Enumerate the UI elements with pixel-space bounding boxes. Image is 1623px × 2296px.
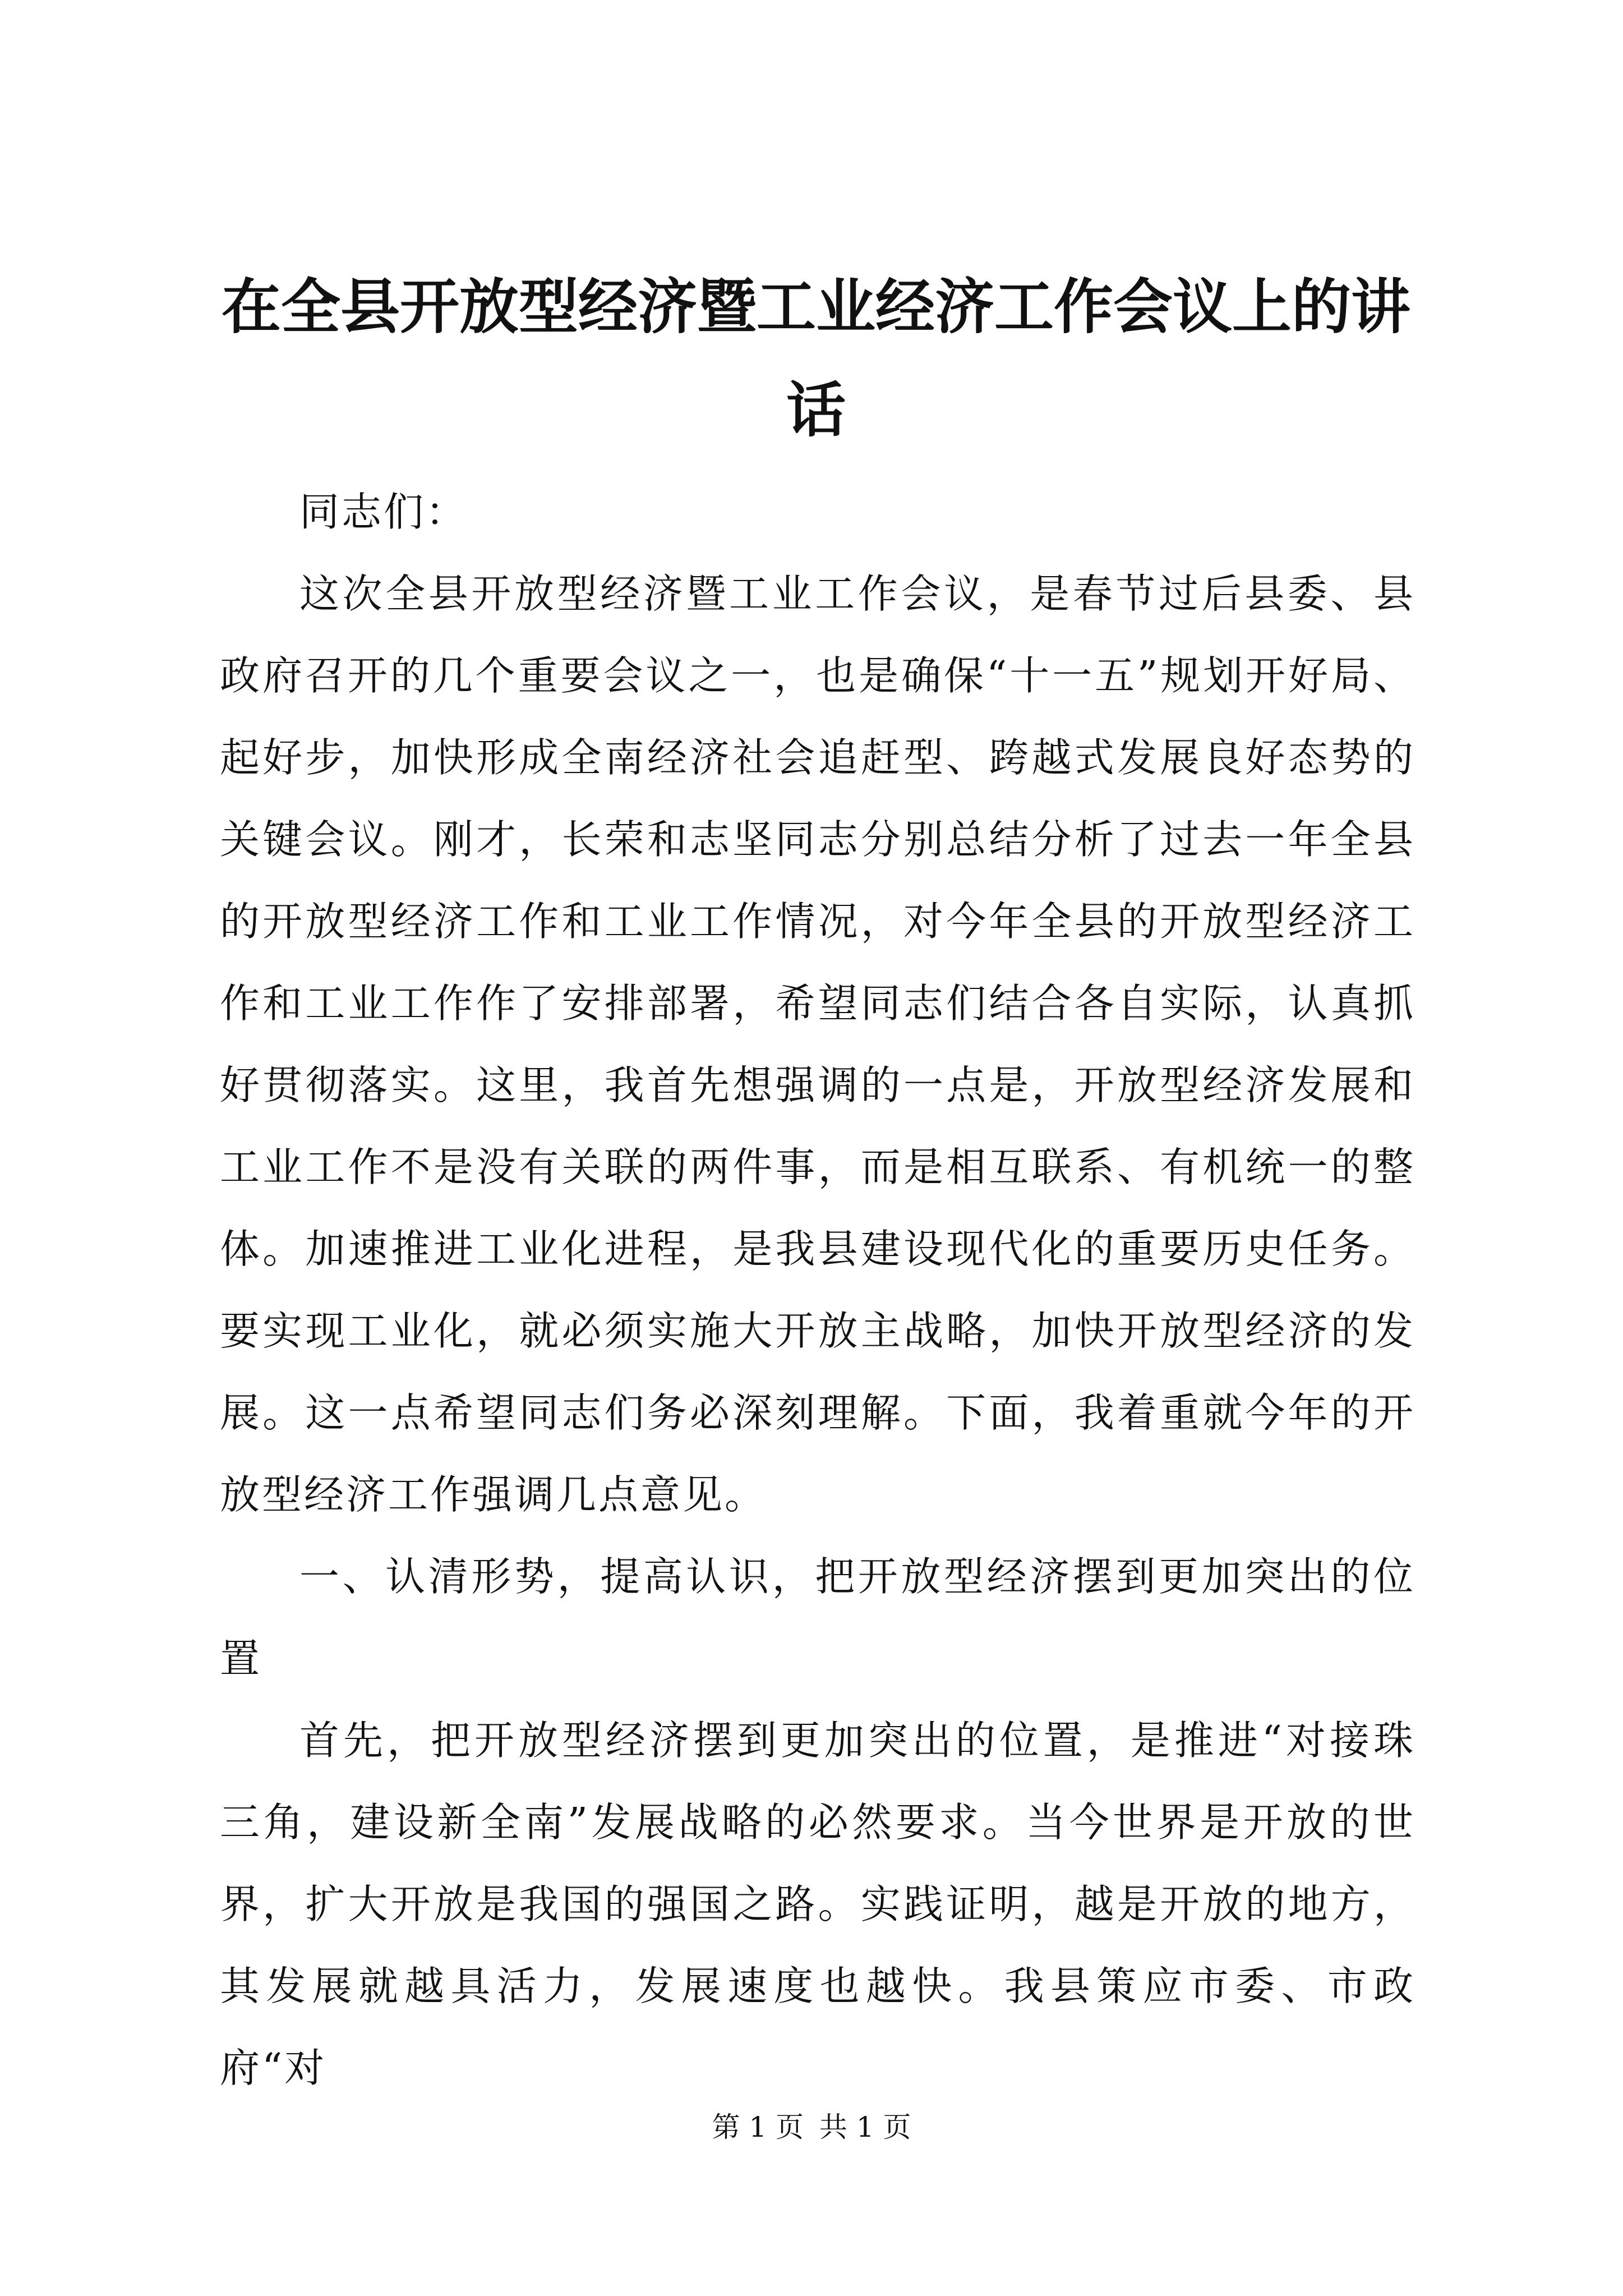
page-footer [0,2109,1623,2145]
page-total: 共 1 页 [819,2111,911,2143]
section-body-paragraph: 首先，把开放型经济摆到更加突出的位置，是推进“对接珠三角，建设新全南”发展战略的必然要求。当今世界是开放的世界，扩大开放是我国的强国之路。实践证明，越是开放的地方，其发展就越具活力，发展速度也越快。我县策应市委、市政府“对 [220,1717,1415,2091]
document-body [220,471,1415,2109]
intro-paragraph: 这次全县开放型经济暨工业工作会议，是春节过后县委、县政府召开的几个重要会议之一，也是确保“十一五”规划开好局、起好步，加快形成全南经济社会追赶型、跨越式发展良好态势的关键会议。刚才，长荣和志坚同志分别总结分析了过去一年全县的开放型经济工作和工业工作情况，对今年全县的开放型经济工作和工业工作作了安排部署，希望同志们结合各自实际，认真抓好贯彻落实。这里，我首先想强调的一点是，开放型经济发展和工业工作不是没有关联的两件事，而是相互联系、有机统一的整体。加速推进工业化进程，是我县建设现代化的重要历史任务。要实现工业化，就必须实施大开放主战略，加快开放型经济的发展。这一点希望同志们务必深刻理解。下面，我着重就今年的开放型经济工作强调几点意见。 [220,570,1415,1518]
salutation-paragraph: 同志们： [299,489,468,535]
page-number: 第 1 页 [712,2111,804,2143]
section-heading-paragraph: 一、认清形势，提高认识，把开放型经济摆到更加突出的位置 [220,1553,1415,1682]
document-title: 在全县开放型经济暨工业经济工作会议上的讲话 [222,272,1410,445]
